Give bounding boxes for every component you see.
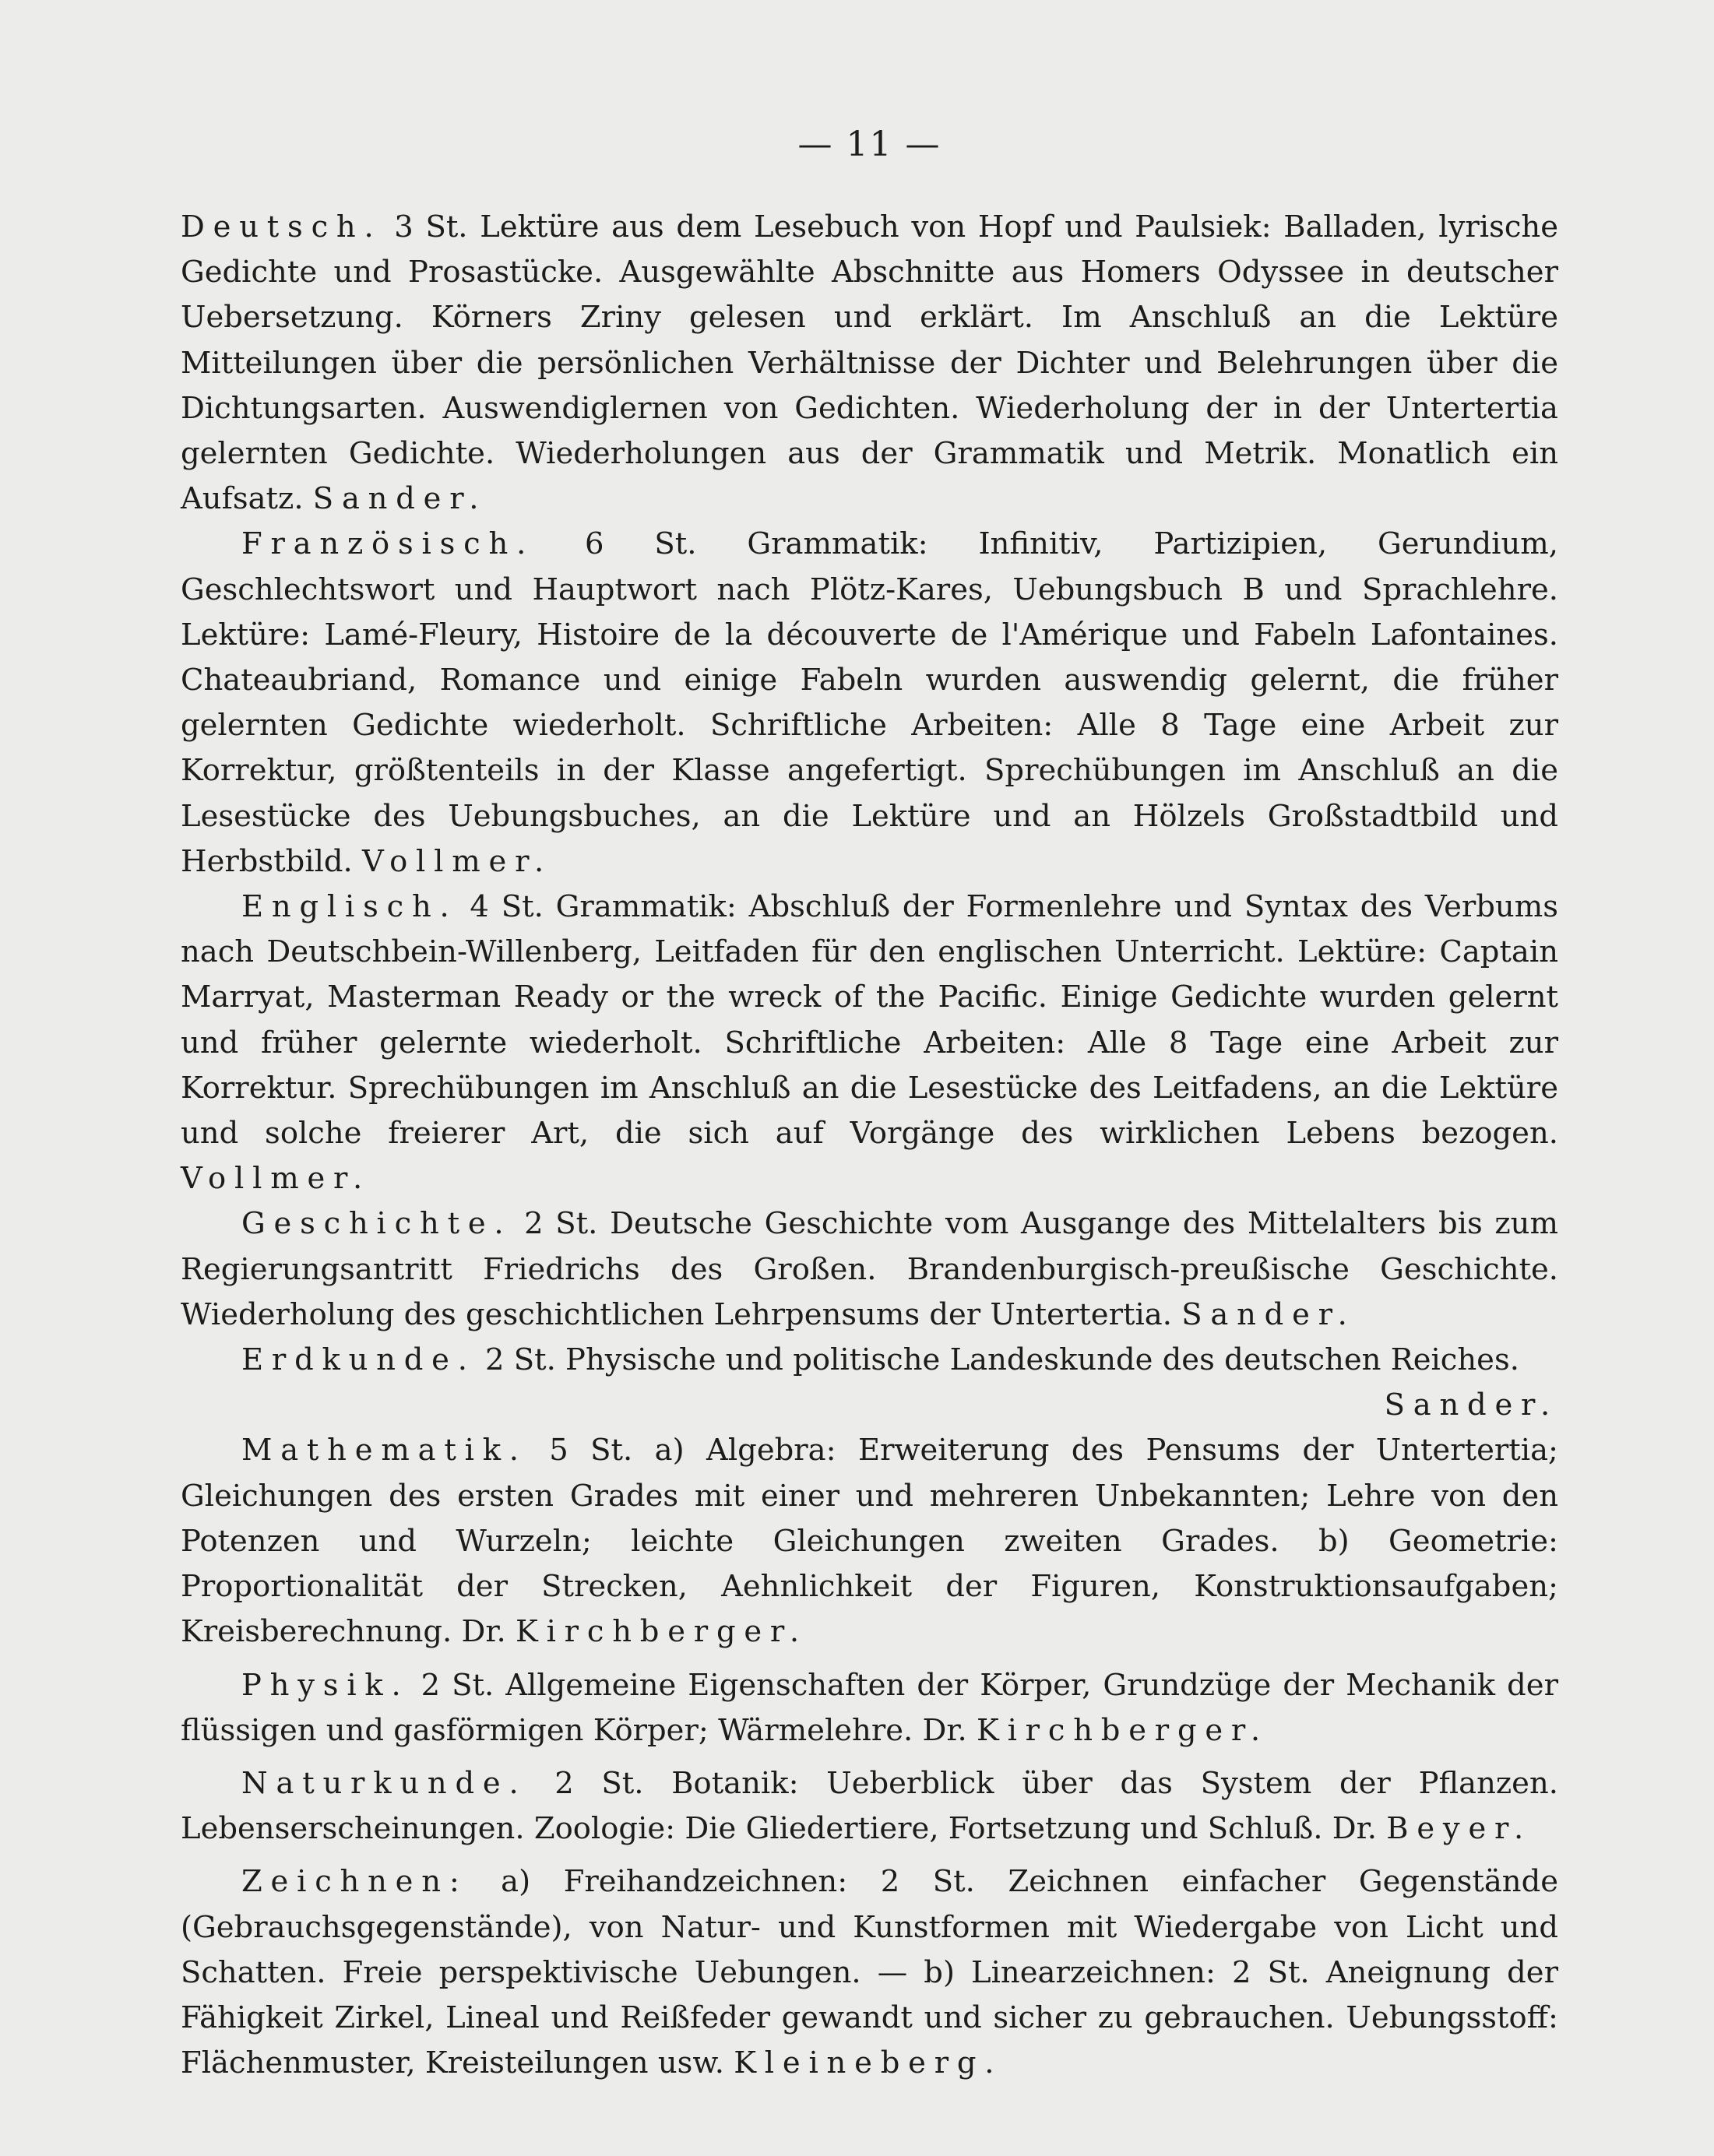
- subject-heading: Englisch.: [241, 889, 458, 925]
- teacher-name: Vollmer.: [181, 1161, 371, 1197]
- paragraph-text: 5 St. a) Algebra: Erweiterung des Pensums der Untertertia; Gleichungen des ersten Grades mit einer und mehreren Unbekannten; Lehre von den Potenzen und Wurzeln; leichte Gleichungen zweiten Grades. b) Geometrie: Proportionalität der Strecken, Aehnlichkeit der Figuren, Konstruktionsaufgaben; Kreisberechnung. Dr.: [181, 1433, 1558, 1650]
- subject-heading: Deutsch.: [181, 209, 382, 244]
- subject-heading: Naturkunde.: [241, 1765, 527, 1801]
- paragraph-naturkunde: [181, 1761, 1558, 1852]
- subject-heading: Geschichte.: [241, 1206, 512, 1242]
- paragraph-englisch: [181, 885, 1558, 1201]
- paragraph-deutsch: [181, 205, 1558, 522]
- paragraph-text: 2 St. Physische und politische Landeskunde des deutschen Reiches.: [475, 1342, 1519, 1378]
- paragraph-physik: [181, 1663, 1558, 1753]
- spacer: [181, 1655, 1558, 1663]
- paragraph-text: 6 St. Grammatik: Infinitiv, Partizipien, Gerundium, Geschlechtswort und Hauptwort nach Plötz-Kares, Uebungsbuch B und Sprachlehre. Lektüre: Lamé-Fleury, Histoire de la découverte de l'Amérique und Fabeln Lafontaines. Chateaubriand, Romance und einige Fabeln wurden auswendig gelernt, die früher gelernten Gedichte wiederholt. Schriftliche Arbeiten: Alle 8 Tage eine Arbeit zur Korrektur, größtenteils in der Klasse angefertigt. Sprechübungen im Anschluß an die Lesestücke des Uebungsbuches, an die Lektüre und an Hölzels Großstadtbild und Herbstbild.: [181, 526, 1558, 879]
- spacer: [181, 1753, 1558, 1761]
- teacher-name: Kirchberger.: [977, 1712, 1269, 1748]
- paragraph-text: 3 St. Lektüre aus dem Lesebuch von Hopf und Paulsiek: Balladen, lyrische Gedichte und Prosastücke. Ausgewählte Abschnitte aus Homers Odyssee in deutscher Uebersetzung. Körners Zriny gelesen und erklärt. Im Anschluß an die Lektüre Mitteilungen über die persönlichen Verhältnisse der Dichter und Belehrungen über die Dichtungsarten. Auswendiglernen von Gedichten. Wiederholung der in der Untertertia gelernten Gedichte. Wiederholungen aus der Grammatik und Metrik. Monatlich ein Aufsatz.: [181, 209, 1558, 517]
- subject-heading: Französisch.: [241, 526, 535, 562]
- paragraph-erdkunde: [181, 1338, 1558, 1383]
- subject-heading: Physik.: [241, 1667, 410, 1703]
- teacher-name-right: Sander.: [1384, 1388, 1558, 1423]
- teacher-name: Kirchberger.: [516, 1614, 808, 1650]
- teacher-name: Kleineberg.: [734, 2045, 1003, 2081]
- subject-heading: Erdkunde.: [241, 1342, 476, 1378]
- teacher-name: Vollmer.: [362, 843, 553, 879]
- paragraph-franzoesisch: [181, 522, 1558, 885]
- paragraph-text: a) Freihandzeichnen: 2 St. Zeichnen einfacher Gegenstände (Gebrauchsgegenstände), von Natur- und Kunstformen mit Wiedergabe von Licht und Schatten. Freie perspektivische Uebungen. — b) Linearzeichnen: 2 St. Aneignung der Fähigkeit Zirkel, Lineal und Reißfeder gewandt und sicher zu gebrauchen. Uebungsstoff: Flächenmuster, Kreisteilungen usw.: [181, 1864, 1558, 2081]
- subject-heading: Mathematik.: [241, 1433, 527, 1468]
- paragraph-text: 4 St. Grammatik: Abschluß der Formenlehre und Syntax des Verbums nach Deutschbein-Willenberg, Leitfaden für den englischen Unterricht. Lektüre: Captain Marryat, Masterman Ready or the wreck of the Pacific. Einige Gedichte wurden gelernt und früher gelernte wiederholt. Schriftliche Arbeiten: Alle 8 Tage eine Arbeit zur Korrektur. Sprechübungen im Anschluß an die Lesestücke des Leitfadens, an die Lektüre und solche freierer Art, die sich auf Vorgänge des wirklichen Lebens bezogen.: [181, 889, 1558, 1152]
- spacer: [181, 1852, 1558, 1859]
- paragraph-text: 2 St. Botanik: Ueberblick über das System der Pflanzen. Lebenserscheinungen. Zoologie: Die Gliedertiere, Fortsetzung und Schluß. Dr.: [181, 1765, 1558, 1847]
- teacher-name: Sander.: [1181, 1296, 1356, 1332]
- subject-heading: Zeichnen:: [241, 1864, 468, 1900]
- teacher-name: Beyer.: [1386, 1811, 1532, 1847]
- paragraph-text: 2 St. Allgemeine Eigenschaften der Körper, Grundzüge der Mechanik der flüssigen und gasförmigen Körper; Wärmelehre. Dr.: [181, 1667, 1558, 1748]
- page-number: — 11 —: [797, 125, 941, 164]
- paragraph-mathematik: [181, 1428, 1558, 1655]
- teacher-name: Sander.: [312, 481, 487, 517]
- paragraph-geschichte: [181, 1201, 1558, 1338]
- paragraph-zeichnen: [181, 1859, 1558, 2086]
- paragraph-text: 2 St. Deutsche Geschichte vom Ausgange des Mittelalters bis zum Regierungsantritt Friedrichs des Großen. Brandenburgisch-preußische Geschichte. Wiederholung des geschichtlichen Lehrpensums der Untertertia.: [181, 1206, 1558, 1332]
